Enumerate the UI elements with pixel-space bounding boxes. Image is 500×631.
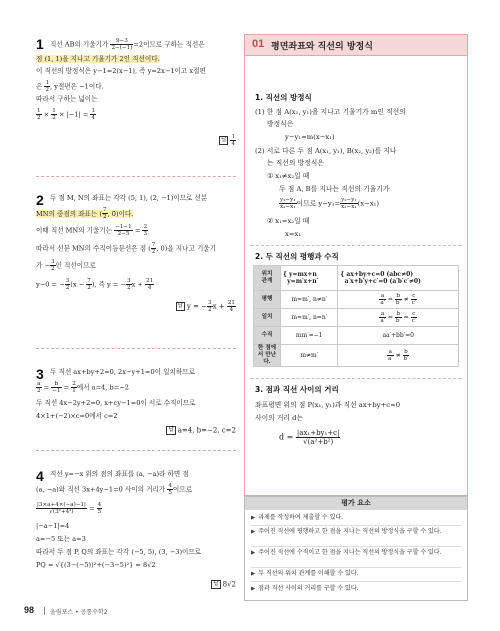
solution-line: PQ = √{(3−(−5))²+(−3−5)²} = 8√2 (36, 561, 156, 569)
solution-line: 직선 AB의 기울기가 $\frac{9-3}{2-(-1)}$ =2이므로 구하는 직선은 (50, 38, 205, 51)
solution-line: $\frac{a}{2}$ = $\frac{b}{-1}$ = $\frac{2}{1}$ 에서 a=4, b=−2 (37, 381, 129, 394)
section-divider (251, 245, 461, 246)
problem-number: 1 (36, 36, 44, 52)
triangle-bullet-icon: ▶ (251, 586, 256, 592)
section-title: 3. 점과 직선 사이의 거리 (255, 385, 339, 394)
answer: 답 $\frac{1}{4}$ (221, 134, 235, 147)
solution-line: 직선 y=−x 위의 점의 좌표를 (a, −a)라 하면 점 (50, 470, 189, 478)
section-divider (251, 378, 461, 379)
solution-line: a=−5 또는 a=3 (36, 535, 86, 543)
answer: 답 a=4, b=−2, c=2 (168, 426, 236, 435)
table-row (254, 291, 459, 309)
book-title: 올림포스 • 공통수학2 (50, 609, 108, 616)
concept-formula: $\frac{\text{y₂−y₁}}{\text{x₂−x₁}}$ 이므로 y−y₁= $\frac{\text{y₂−y₁}}{\text{x₂−x₁}}$ (x−x₁) (280, 197, 380, 210)
row-header: 평행 (254, 291, 281, 309)
table-cell: $\frac{a}{a'}$ ≠ $\frac{b}{b'}$ (338, 345, 459, 367)
triangle-bullet-icon: ▶ (251, 515, 256, 521)
table-cell: m=m′, n=n′ (281, 309, 338, 327)
solution-line: $\frac{1}{2}$ × $\frac{1}{2}$ × |−1| = $\frac{1}{4}$ (37, 108, 96, 121)
solution-line: 가 − $\frac{3}{2}$ 인 직선이므로 (36, 259, 96, 272)
concept-line: 두 점 A, B를 지나는 직선의 기울기가 (279, 185, 390, 193)
problem-divider (36, 348, 236, 349)
evaluation-item: ▶ 점과 직선 사이의 거리를 구할 수 있다. (251, 585, 359, 592)
table-cell: { y=mx+n y=m′x+n′ (281, 266, 338, 291)
solution-line: (a, −a)와 직선 3x+4y−1=0 사이의 거리가 $\frac{4}{5}$ 이므로 (36, 483, 193, 496)
problem-3 (36, 364, 236, 444)
triangle-bullet-icon: ▶ (251, 571, 256, 577)
page-number: 98 (24, 605, 35, 615)
item-divider (251, 525, 461, 526)
concept-line: 좌표평면 위의 점 P(x₁, y₁)과 직선 ax+by+c=0 (255, 401, 401, 409)
problem-number: 2 (36, 192, 44, 208)
item-divider (251, 546, 461, 547)
evaluation-item: ▶ 주어진 직선에 평행하고 한 점을 지나는 직선의 방정식을 구할 수 있다. (251, 528, 442, 535)
triangle-bullet-icon: ▶ (251, 529, 256, 535)
solution-line: MN의 중점의 좌표는 ( $\frac{7}{2}$ , 0)이다. (36, 207, 134, 220)
solution-line: 점 (1, 1)을 지나고 기울기가 2인 직선이다. (36, 55, 160, 63)
concept-line: ② x₁=x₂일 때 (267, 217, 310, 225)
evaluation-box (244, 496, 468, 601)
table-cell: aa′+bb′=0 (338, 327, 459, 345)
section-title: 1. 직선의 방정식 (255, 93, 312, 102)
solution-line: 두 직선 ax+by+2=0, 2x−y+1=0이 일치하므로 (50, 368, 195, 376)
triangle-bullet-icon: ▶ (251, 550, 256, 556)
table-cell: $\frac{a}{a'}$ = $\frac{b}{b'}$ ≠ $\frac{c}{c'}$ (338, 291, 459, 309)
table-row (254, 309, 459, 327)
concept-header (245, 35, 467, 56)
row-header: 일치 (254, 309, 281, 327)
section-title: 2. 두 직선의 평행과 수직 (255, 252, 339, 261)
solution-line: 이때 직선 MN의 기울기는 $\frac{-1-1}{2-5}$ = $\frac{2}{3}$ (36, 224, 148, 237)
evaluation-item: ▶ 과제를 작성하여 제출할 수 있다. (251, 514, 344, 521)
table-row (254, 345, 459, 367)
table-row (254, 266, 459, 291)
row-header: 수직 (254, 327, 281, 345)
table-cell: $\frac{a}{a'}$ = $\frac{b}{b'}$ = $\frac{c}{c'}$ (338, 309, 459, 327)
evaluation-item: ▶ 두 직선의 위치 관계를 이해할 수 있다. (251, 570, 359, 577)
problem-2 (36, 190, 236, 320)
solution-line: |−a−1|=4 (36, 522, 70, 530)
solution-line: 따라서 선분 MN의 수직이등분선은 점 ( $\frac{7}{2}$ , 0)을 지나고 기울기 (36, 242, 217, 255)
evaluation-item: ▶ 주어진 직선에 수직이고 한 점을 지나는 직선의 방정식을 구할 수 있다. (251, 549, 442, 556)
answer: 답 8√2 (213, 580, 236, 589)
solution-line: 이 직선의 방정식은 y−1=2(x−1), 즉 y=2x−1이고 x절편 (36, 67, 206, 75)
concept-line: 는 직선의 방정식은 (267, 159, 324, 167)
line-relation-table (253, 265, 459, 367)
answer: 답 y = − $\frac{3}{2}$ x + $\frac{21}{4}$ (177, 300, 235, 313)
solution-line: 따라서 두 점 P, Q의 좌표는 각각 (−5, 5), (3, −3)이므로 (36, 548, 202, 556)
concept-summary-box (244, 34, 468, 496)
row-header: 한 점에서 만난다. (254, 345, 281, 367)
footer-separator (44, 607, 45, 615)
solution-line: 4×1+(−2)×c=0에서 c=2 (36, 412, 118, 420)
solution-line: 은 $\frac{1}{2}$ , y절편은 −1이다. (36, 80, 104, 93)
concept-number: 01 (252, 38, 265, 50)
problem-number: 4 (36, 468, 44, 484)
table-cell: { ax+by+c=0 (abc≠0) a′x+b′y+c′=0 (a′b′c′≠0) (338, 266, 459, 291)
problem-divider (36, 176, 236, 177)
concept-line: (2) 서로 다른 두 점 A(x₁, y₁), B(x₂, y₂)를 지나 (255, 147, 397, 155)
solution-line: 두 점 M, N의 좌표는 각각 (5, 1), (2, −1)이므로 선분 (50, 194, 208, 202)
concept-formula: x=x₁ (285, 230, 302, 238)
concept-line: (1) 한 점 A(x₁, y₁)을 지나고 기울기가 m인 직선의 (255, 108, 406, 116)
concept-line: 방정식은 (267, 120, 294, 128)
problem-divider (36, 450, 236, 451)
problem-number: 3 (36, 366, 44, 382)
table-cell: mm′=−1 (281, 327, 338, 345)
distance-formula: d = $\frac{\text{|ax₁+by₁+c|}}{\text{√(a²+b²)}}$ (279, 429, 340, 446)
evaluation-title: 평가 요소 (245, 497, 467, 510)
table-row (254, 327, 459, 345)
item-divider (251, 581, 461, 582)
solution-line: 따라서 구하는 넓이는 (36, 95, 98, 103)
concept-title: 평면좌표와 직선의 방정식 (271, 42, 373, 52)
concept-line: ① x₁≠x₂일 때 (267, 172, 310, 180)
concept-formula: y−y₁=m(x−x₁) (285, 133, 335, 141)
item-divider (251, 567, 461, 568)
problem-4 (36, 466, 236, 616)
solution-line: $\frac{|3\times a+4\times(-a)-1|}{\text{√(3²+4²)}}$ = $\frac{4}{5}$ (37, 502, 102, 515)
table-cell: m≠m′ (281, 345, 338, 367)
concept-line: 사이의 거리 d는 (255, 414, 304, 422)
row-header: 위치 관계 (254, 266, 281, 291)
solution-line: 두 직선 4x−2y+2=0, x+cy−1=0이 서로 수직이므로 (36, 399, 196, 407)
table-cell: m=m′, n≠n′ (281, 291, 338, 309)
solution-line: y−0 = − $\frac{3}{2}$ (x − $\frac{7}{2}$ ), 즉 y = − $\frac{3}{2}$ x + $\frac{21}{4}$ (36, 278, 154, 291)
problem-1 (36, 34, 236, 154)
